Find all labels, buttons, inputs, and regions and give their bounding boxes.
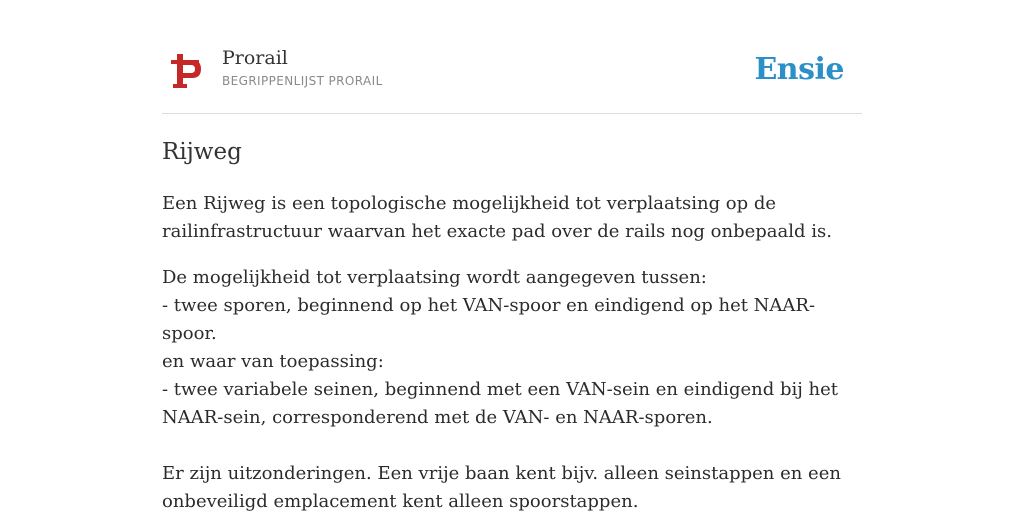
term-content: [162, 136, 862, 512]
definition-paragraph: De mogelijkheid tot verplaatsing wordt aangegeven tussen: - twee sporen, beginnend op het VAN-spoor en eindigend op het NAAR-spoor. en waar van toepassing: - twee variabele seinen, beginnend met een VAN-sein en eindigend bij het NAAR-sein, corresponderend met de VAN- en NAAR-sporen. Er zijn uitzonderingen. Een vrije baan kent bijv. alleen seinstappen en een onbeveiligd emplacement kent alleen spoorstappen.: [162, 267, 841, 512]
brand-block: [222, 46, 383, 88]
brand-name[interactable]: Prorail: [222, 47, 288, 69]
definition-paragraph: Een Rijweg is een topologische mogelijkheid tot verplaatsing op de railinfrastructuur waarvan het exacte pad over de rails nog onbepaald is.: [162, 193, 832, 242]
term-title: Rijweg: [162, 139, 242, 165]
page-header: [162, 40, 862, 114]
ensie-logo-link[interactable]: Ensie: [754, 52, 844, 87]
prorail-logo-icon[interactable]: [168, 52, 204, 90]
brand-subtitle[interactable]: BEGRIPPENLIJST PRORAIL: [222, 74, 383, 88]
